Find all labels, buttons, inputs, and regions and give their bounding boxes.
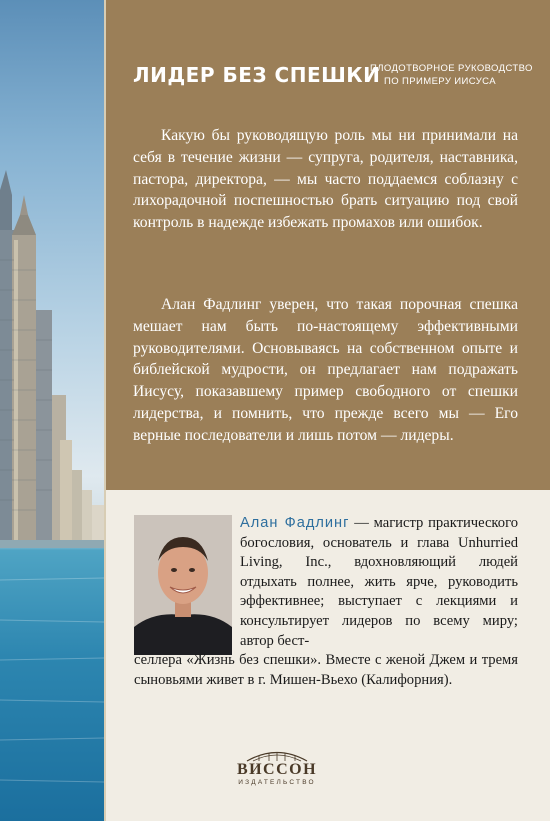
author-bio: [134, 514, 518, 690]
cityscape-photo: [0, 0, 104, 821]
publisher-arch-icon: [229, 748, 325, 762]
book-title: ЛИДЕР БЕЗ СПЕШКИ: [133, 63, 381, 87]
description-paragraph-1: Какую бы руководящую роль мы ни принимали на себя в течение жизни — супруга, родителя, наставника, пастора, директора, — мы часто поддаемся соблазну с лихорадочной поспешностью брать ситуацию под свой контроль в надежде избежать промахов или ошибок.: [133, 127, 518, 232]
description-paragraph-2: Алан Фадлинг уверен, что такая порочная спешка мешает нам быть по-настоящему эффективными руководителями. Основываясь на собственном опыте и библейской мудрости, он предлагает нам подражать Иисусу, показавшему пример свободного от спешки лидерства, и помнить, что прежде всего мы — Его верные последователи и лишь потом — лидеры.: [133, 296, 518, 444]
publisher-logo: [229, 748, 325, 790]
book-subtitle: [370, 62, 533, 88]
author-bio-text: — магистр практического богословия, основатель и глава Unhurried Living, Inc., вдохновляющий людей отдыхать полнее, жить ярче, руководить эффективнее; выступает с лекциями и консультирует лидеров по всему миру; автор бест-: [240, 515, 518, 649]
subtitle-line-2: ПО ПРИМЕРУ ИИСУСА: [384, 76, 496, 87]
subtitle-line-1: ПЛОДОТВОРНОЕ РУКОВОДСТВО: [370, 63, 533, 74]
author-name: Алан Фадлинг: [240, 515, 350, 531]
author-portrait-image: [134, 515, 232, 655]
author-bio-continued: селлера «Жизнь без спешки». Вместе с женой Джем и тремя сыновьями живет в г. Мишен-Вьехо (Калифорния).: [134, 652, 518, 688]
author-photo: [134, 515, 232, 655]
publisher-label: ИЗДАТЕЛЬСТВО: [238, 779, 316, 786]
publisher-name: ВИССОН: [236, 761, 318, 778]
skyscrapers-illustration: [0, 0, 104, 821]
